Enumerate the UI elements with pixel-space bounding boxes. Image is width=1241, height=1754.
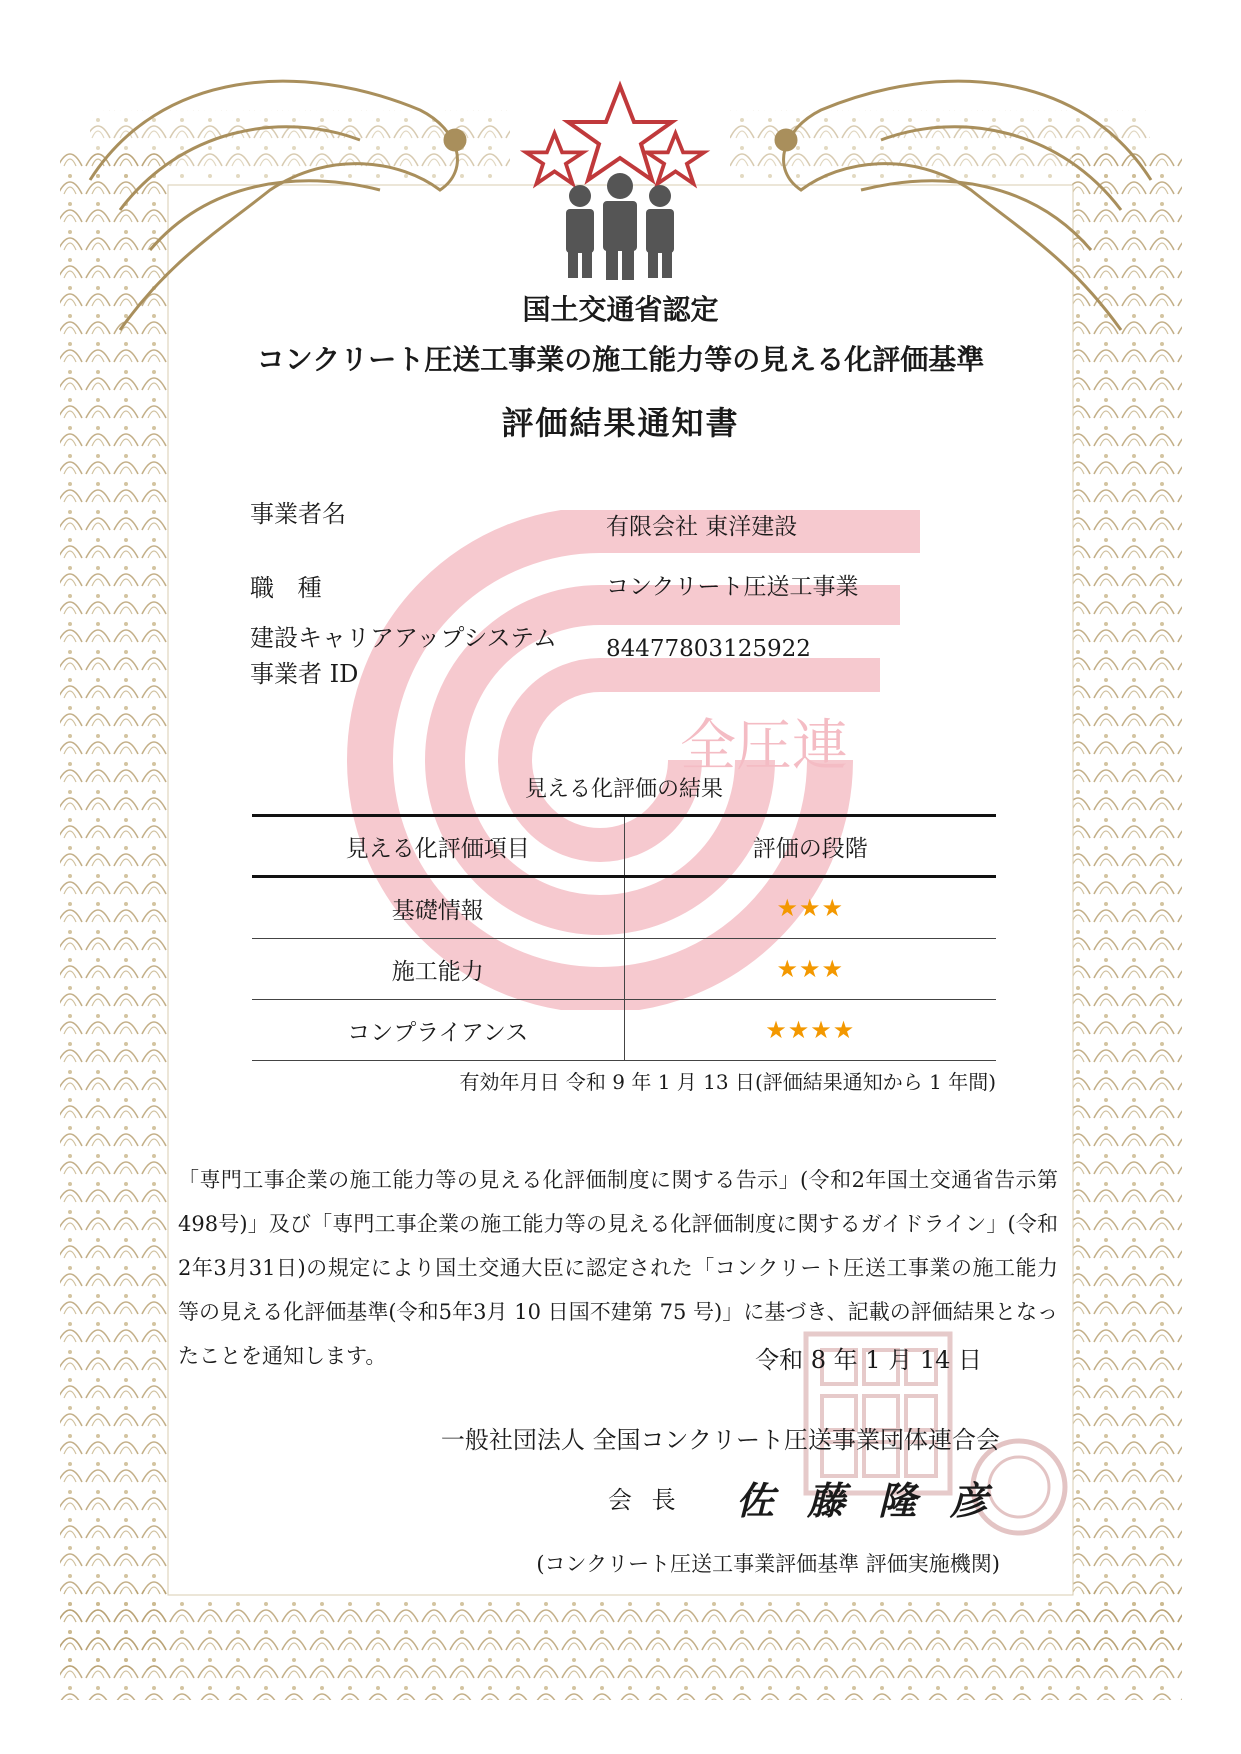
results-table <box>252 814 996 1061</box>
certification-line: 国土交通省認定 <box>522 293 719 326</box>
business-name-label: 事業者名 <box>250 500 346 528</box>
column-header-grade: 評価の段階 <box>624 816 996 877</box>
validity-date: 有効年月日 令和 9 年 1 月 13 日(評価結果通知から 1 年間) <box>459 1070 996 1094</box>
table-row <box>252 877 996 939</box>
business-name-value: 有限会社 東洋建設 <box>606 514 798 540</box>
evaluation-item: 施工能力 <box>252 939 624 1000</box>
table-header-row <box>252 816 996 877</box>
column-header-item: 見える化評価項目 <box>252 816 624 877</box>
evaluation-item: コンプライアンス <box>252 1000 624 1061</box>
ccus-id-value: 84477803125922 <box>606 636 811 662</box>
issuer-title: 会 長 <box>608 1486 682 1514</box>
issuer-name: 佐 藤 隆 彦 <box>736 1478 998 1523</box>
table-row <box>252 1000 996 1061</box>
ccus-label-line1: 建設キャリアアップシステム <box>250 624 557 652</box>
star-rating: ★★★ <box>624 939 996 1000</box>
issuer-role-note: (コンクリート圧送工事業評価基準 評価実施機関) <box>536 1552 1000 1576</box>
standard-name: コンクリート圧送工事業の施工能力等の見える化評価基準 <box>256 343 985 376</box>
trade-value: コンクリート圧送工事業 <box>606 574 859 600</box>
results-caption: 見える化評価の結果 <box>524 777 723 802</box>
star-rating: ★★★★ <box>624 1000 996 1061</box>
issuer-organization: 一般社団法人 全国コンクリート圧送事業団体連合会 <box>440 1426 1000 1454</box>
watermark-text: 全圧連 <box>680 714 848 779</box>
page-title: 評価結果通知書 <box>501 404 740 442</box>
header-emblem <box>520 78 720 283</box>
three-stars-logo-icon <box>526 86 704 184</box>
ccus-label-line2: 事業者 ID <box>250 660 359 688</box>
trade-label: 職 種 <box>250 574 330 602</box>
workers-group-icon <box>566 173 674 280</box>
table-row <box>252 939 996 1000</box>
issue-date: 令和 8 年 1 月 14 日 <box>755 1346 982 1374</box>
evaluation-item: 基礎情報 <box>252 877 624 939</box>
notice-paragraph: 「専門工事企業の施工能力等の見える化評価制度に関する告示」(令和2年国土交通省告示第498号)」及び「専門工事企業の施工能力等の見える化評価制度に関するガイドライン」(令和2年3月31日)の規定により国土交通大臣に認定された「コンクリート圧送工事業の施工能力等の見える化評価基準(令和5年3月 10 日国不建第 75 号)」に基づき、記載の評価結果となったことを通知します。 <box>178 1168 1058 1368</box>
star-rating: ★★★ <box>624 877 996 939</box>
